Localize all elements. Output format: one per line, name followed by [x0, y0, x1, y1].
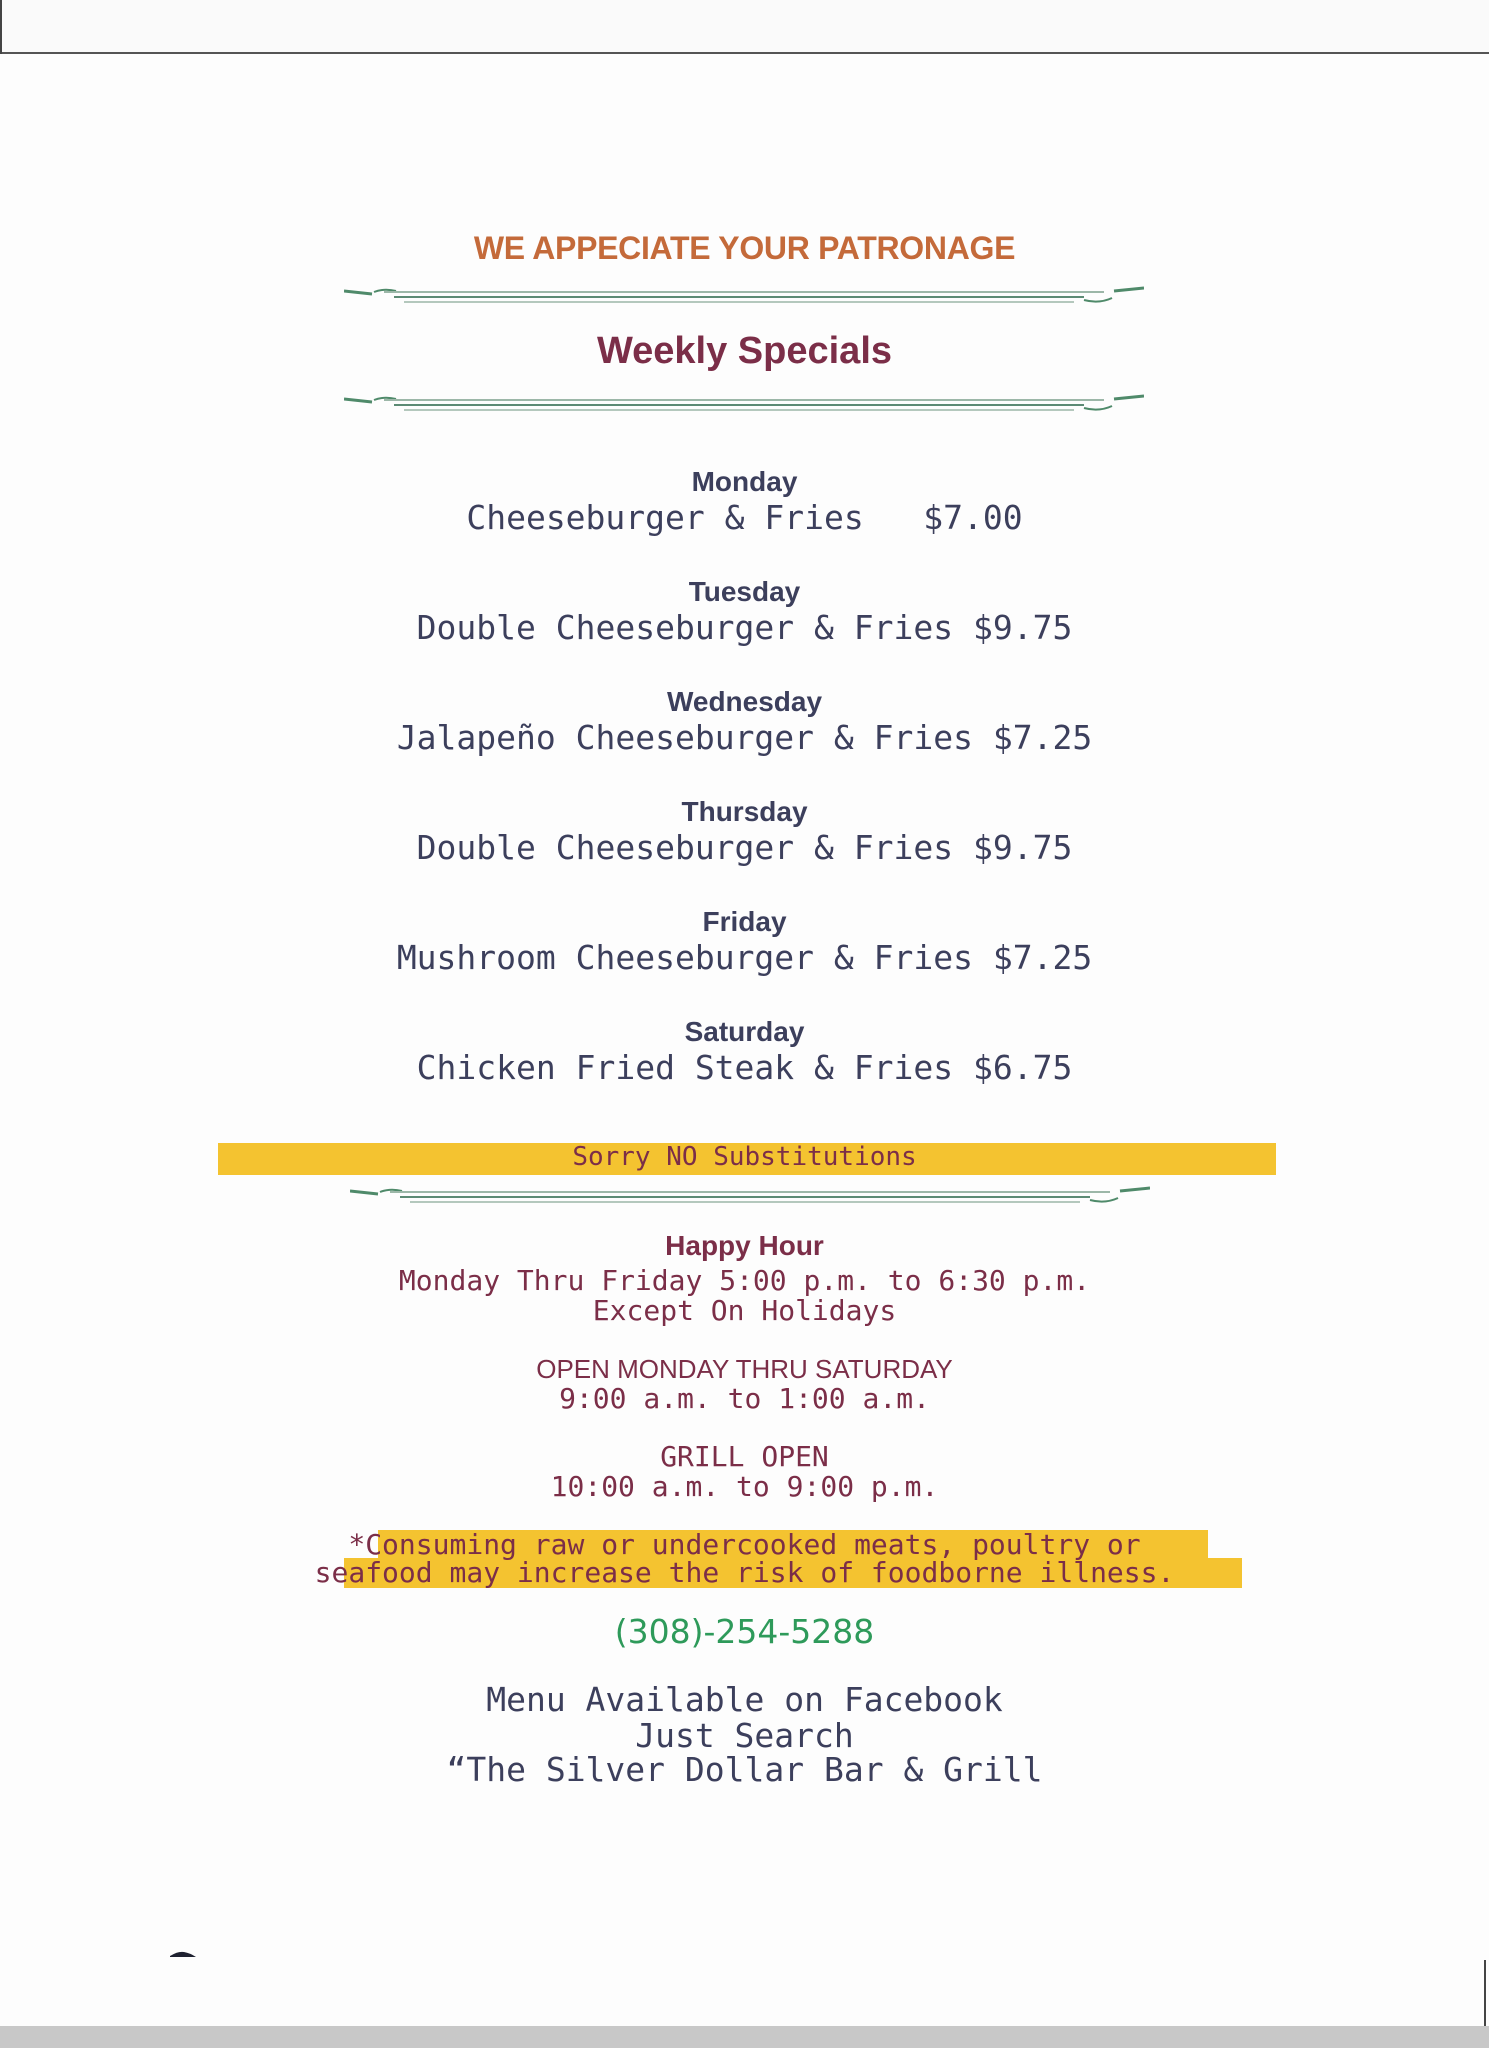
special-day: Tuesday: [688, 576, 801, 607]
open-hours: 9:00 a.m. to 1:00 a.m.: [559, 1382, 930, 1415]
food-safety-warning-line: seafood may increase the risk of foodborne illness.: [314, 1556, 1175, 1589]
grill-open-title: GRILL OPEN: [660, 1440, 829, 1473]
special-item: Double Cheeseburger & Fries $9.75: [416, 828, 1073, 867]
special-item: Cheeseburger & Fries $7.00: [466, 498, 1023, 537]
special-day: Saturday: [684, 1016, 805, 1047]
special-day: Friday: [702, 906, 787, 937]
special-day: Thursday: [681, 796, 808, 827]
special-item: Chicken Fried Steak & Fries $6.75: [416, 1048, 1073, 1087]
scan-right-edge: [1484, 1960, 1486, 2026]
facebook-note: Just Search: [635, 1716, 854, 1755]
ink-smudge: [170, 1950, 196, 1958]
ornamental-divider: [344, 390, 1144, 416]
patronage-heading: WE APPECIATE YOUR PATRONAGE: [473, 230, 1016, 266]
happy-hour-times: Monday Thru Friday 5:00 p.m. to 6:30 p.m.: [398, 1264, 1091, 1297]
special-day: Monday: [691, 466, 798, 497]
scan-left-edge: [0, 0, 2, 54]
special-item: Jalapeño Cheeseburger & Fries $7.25: [396, 718, 1093, 757]
scan-top-edge: [0, 0, 1489, 54]
substitutions-notice: Sorry NO Substitutions: [572, 1142, 917, 1172]
special-item: Mushroom Cheeseburger & Fries $7.25: [396, 938, 1093, 977]
food-safety-warning-line: *Consuming raw or undercooked meats, poultry or: [348, 1528, 1141, 1561]
scan-bottom-edge: [0, 2026, 1489, 2048]
happy-hour-title: Happy Hour: [665, 1230, 824, 1261]
page-title: Weekly Specials: [596, 330, 893, 372]
phone-number: (308)-254-5288: [614, 1612, 875, 1651]
facebook-note: Menu Available on Facebook: [486, 1680, 1003, 1719]
ornamental-divider: [344, 282, 1144, 308]
special-day: Wednesday: [666, 686, 823, 717]
open-days-title: OPEN MONDAY THRU SATURDAY: [536, 1354, 953, 1384]
grill-hours: 10:00 a.m. to 9:00 p.m.: [550, 1470, 939, 1503]
facebook-search-name: “The Silver Dollar Bar & Grill: [446, 1750, 1043, 1789]
happy-hour-exception: Except On Holidays: [592, 1294, 897, 1327]
ornamental-divider: [350, 1182, 1150, 1208]
special-item: Double Cheeseburger & Fries $9.75: [416, 608, 1073, 647]
